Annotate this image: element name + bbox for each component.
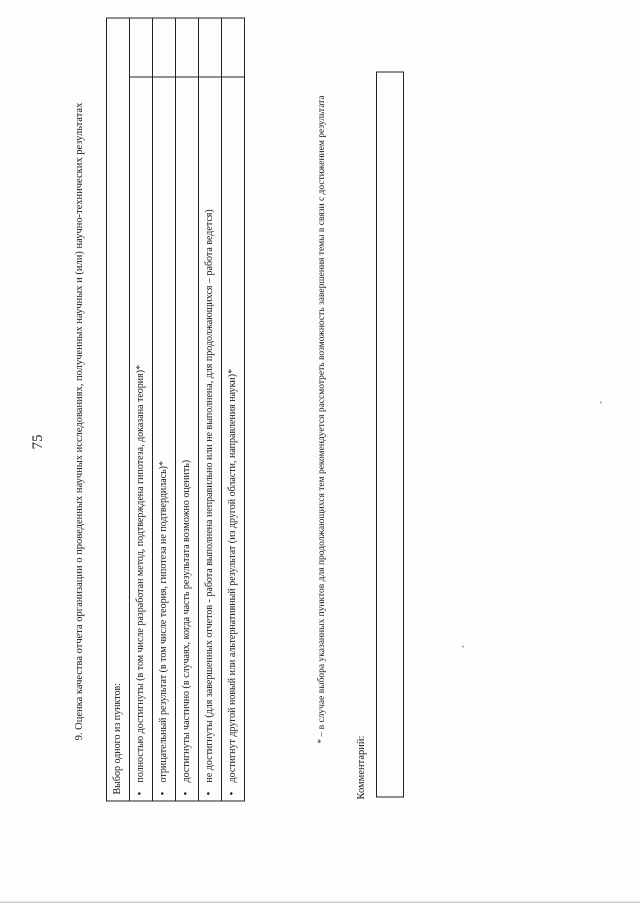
comment-label: Комментарий: (356, 735, 367, 799)
option-mark-cell (176, 18, 199, 77)
option-label: • полностью достигнуты (в том числе разработан метод, подтверждена гипотеза, доказана теория)* (130, 77, 153, 801)
option-label: • достигнут другой новый или альтернативный результат (из другой области, направления науки)* (222, 77, 245, 801)
comment-box (376, 71, 404, 797)
section-title: 9. Оценка качества отчета организации о проведенных научных исследованиях, полученных научных и (или) научно-технических результатах (74, 102, 85, 740)
table-header: Выбор одного из пунктов: (107, 18, 130, 801)
option-mark-cell (199, 18, 222, 77)
option-mark-cell (130, 18, 153, 77)
footnote: * – в случае выбора указанных пунктов для продолжающихся тем рекомендуется рассмотреть возможность завершения темы в связи с достижением результата (317, 94, 327, 744)
table-header-row (107, 18, 130, 801)
scan-speck (462, 645, 464, 647)
evaluation-table (106, 17, 245, 801)
table-row (199, 18, 222, 801)
option-label: • отрицательный результат (в том числе теория, гипотеза не подтвердилась)* (153, 77, 176, 801)
option-label: • достигнуты частично (в случаях, когда часть результата возможно оценить) (176, 77, 199, 801)
table-row (153, 18, 176, 801)
option-mark-cell (153, 18, 176, 77)
scan-speck (600, 401, 602, 403)
page-number: 75 (30, 434, 46, 449)
option-mark-cell (222, 18, 245, 77)
table-row (222, 18, 245, 801)
option-label: • не достигнуты (для завершенных отчетов - работа выполнена неправильно или не выполнена, для продолжающихся – работа ведется) (199, 77, 222, 801)
table-row (176, 18, 199, 801)
table-row (130, 18, 153, 801)
